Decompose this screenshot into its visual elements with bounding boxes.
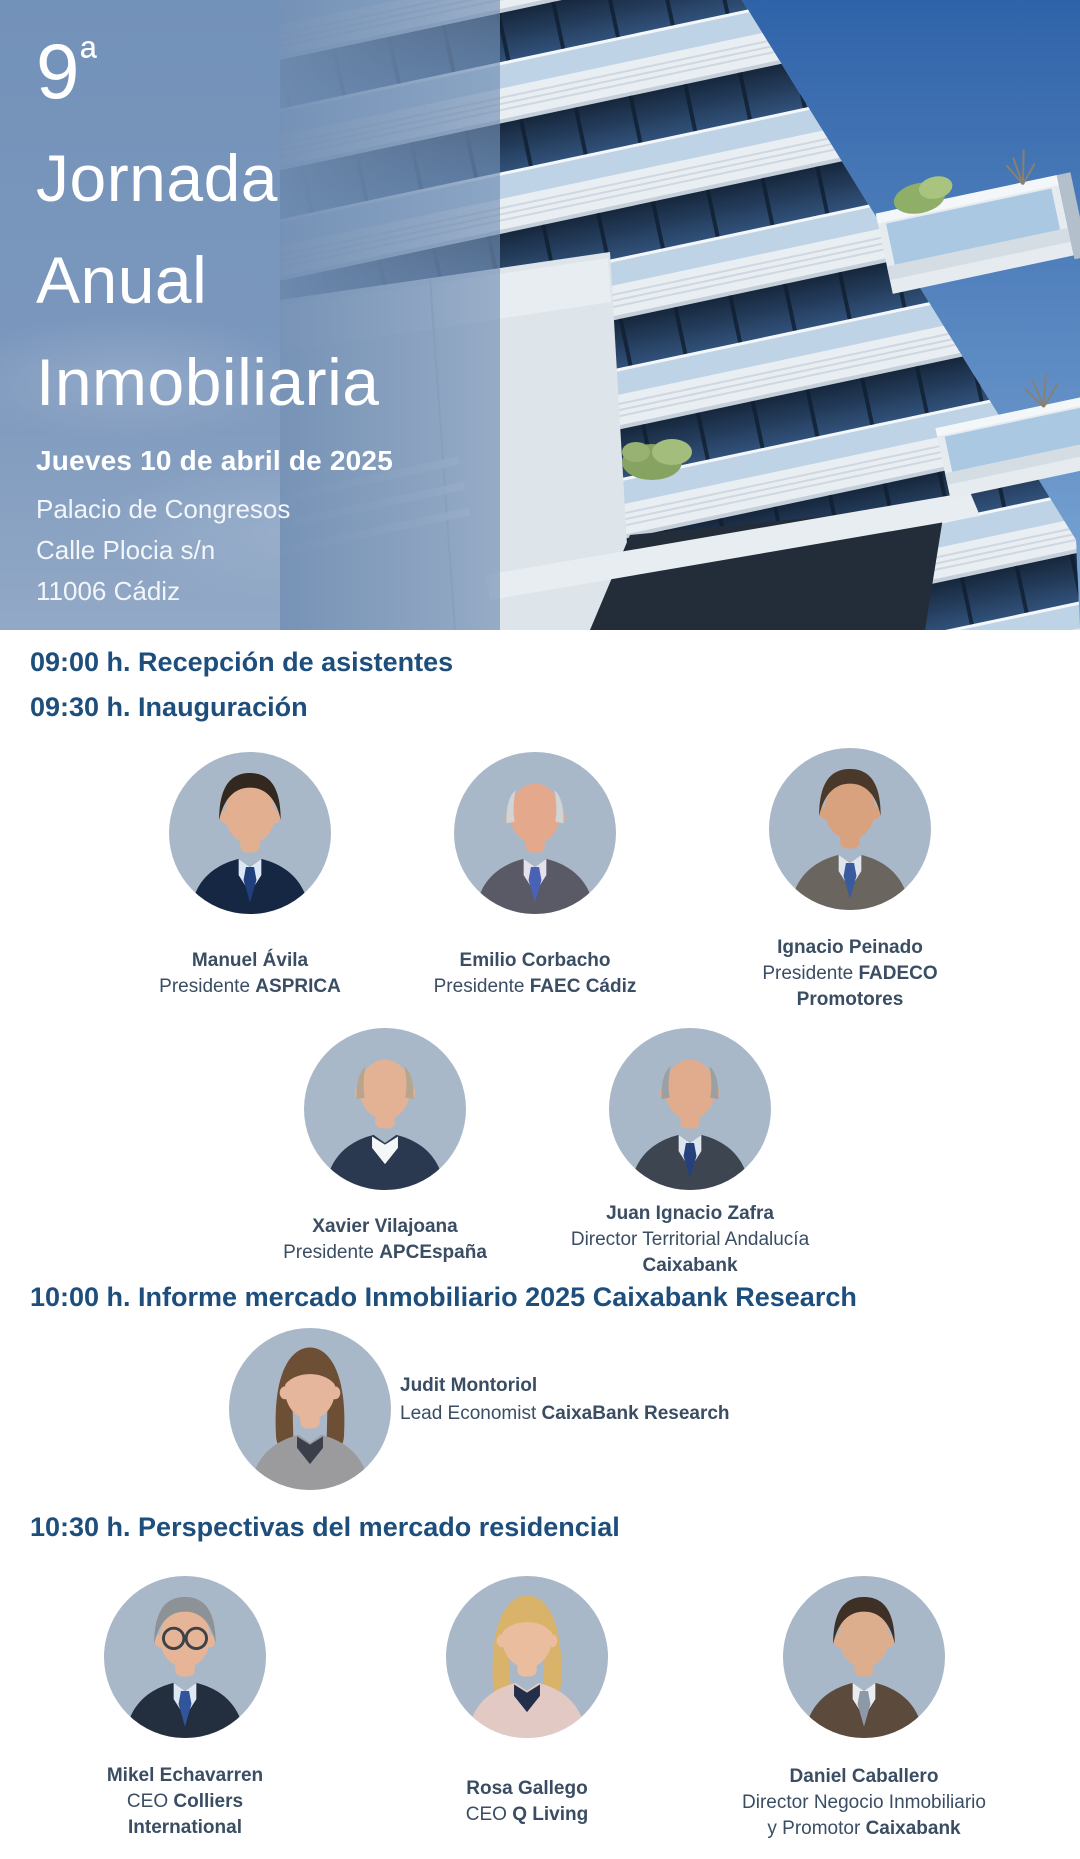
speaker-name: Mikel Echavarren [106,1765,264,1786]
event-title-line-1: Jornada [36,141,279,215]
portrait-illustration [609,1028,771,1190]
portrait-illustration [446,1576,608,1738]
speaker-name: Emilio Corbacho [459,950,611,971]
event-title [36,127,393,433]
portrait-illustration [304,1028,466,1190]
speaker-role: Presidente FADECO Promotores [762,963,938,1010]
hero-header [0,0,1080,630]
agenda-item-recepcion: 09:00 h. Recepción de asistentes [30,647,454,677]
avatar-judit-montoriol [229,1328,391,1490]
speaker-name: Rosa Gallego [466,1778,588,1799]
speaker-card-ignacio-peinado [730,926,970,1022]
portrait-illustration [229,1328,391,1490]
event-address [36,489,393,612]
portrait-illustration [783,1576,945,1738]
speaker-role: Director Territorial Andalucía Caixabank [570,1229,810,1276]
speaker-card-daniel-caballero [739,1748,989,1858]
avatar-xavier-vilajoana [304,1028,466,1190]
agenda-item-perspectivas: 10:30 h. Perspectivas del mercado residencial [30,1512,620,1542]
event-date: Jueves 10 de abril de 2025 [36,445,393,476]
ordinal-superscript: ª [80,33,98,82]
avatar-emilio-corbacho [454,752,616,914]
avatar-mikel-echavarren [104,1576,266,1738]
speaker-card-juan-ignacio-zafra [570,1196,810,1284]
portrait-illustration [769,748,931,910]
speaker-card-emilio-corbacho [415,930,655,1018]
event-title-line-3: Inmobiliaria [36,345,380,419]
speaker-card-rosa-gallego [407,1752,647,1852]
venue-street: Calle Plocia s/n [36,535,216,565]
speaker-role: Presidente APCEspaña [283,1242,487,1263]
avatar-juan-ignacio-zafra [609,1028,771,1190]
venue-city: 11006 Cádiz [36,576,181,606]
speaker-role: Lead Economist CaixaBank Research [400,1403,730,1424]
avatar-manuel-avila [169,752,331,914]
speaker-card-xavier-vilajoana [265,1200,505,1280]
avatar-rosa-gallego [446,1576,608,1738]
speaker-role: Presidente ASPRICA [159,976,341,997]
speaker-name: Xavier Vilajoana [312,1216,458,1237]
speaker-card-judit-montoriol [400,1372,880,1428]
speaker-card-mikel-echavarren [85,1752,285,1852]
speaker-name: Juan Ignacio Zafra [606,1203,774,1224]
avatar-daniel-caballero [783,1576,945,1738]
speaker-role: Presidente FAEC Cádiz [433,976,637,997]
venue-name: Palacio de Congresos [36,494,291,524]
speaker-name: Manuel Ávila [191,950,309,971]
agenda-item-informe: 10:00 h. Informe mercado Inmobiliario 2025 Caixabank Research [30,1282,857,1312]
portrait-illustration [454,752,616,914]
speaker-name: Judit Montoriol [400,1375,538,1396]
speaker-card-manuel-avila [130,930,370,1018]
agenda-item-inauguracion: 09:30 h. Inauguración [30,692,308,722]
portrait-illustration [104,1576,266,1738]
portrait-illustration [169,752,331,914]
event-title-line-2: Anual [36,243,208,317]
speaker-role: CEO Q Living [465,1804,589,1825]
speaker-role: Director Negocio Inmobiliario y Promotor Caixabank [742,1792,986,1839]
avatar-ignacio-peinado [769,748,931,910]
speaker-role: CEO Colliers International [126,1791,244,1838]
speaker-name: Ignacio Peinado [777,937,923,958]
speaker-name: Daniel Caballero [789,1766,939,1787]
edition-number: $9^ª$ [36,27,98,115]
hero-text-block [36,0,393,612]
